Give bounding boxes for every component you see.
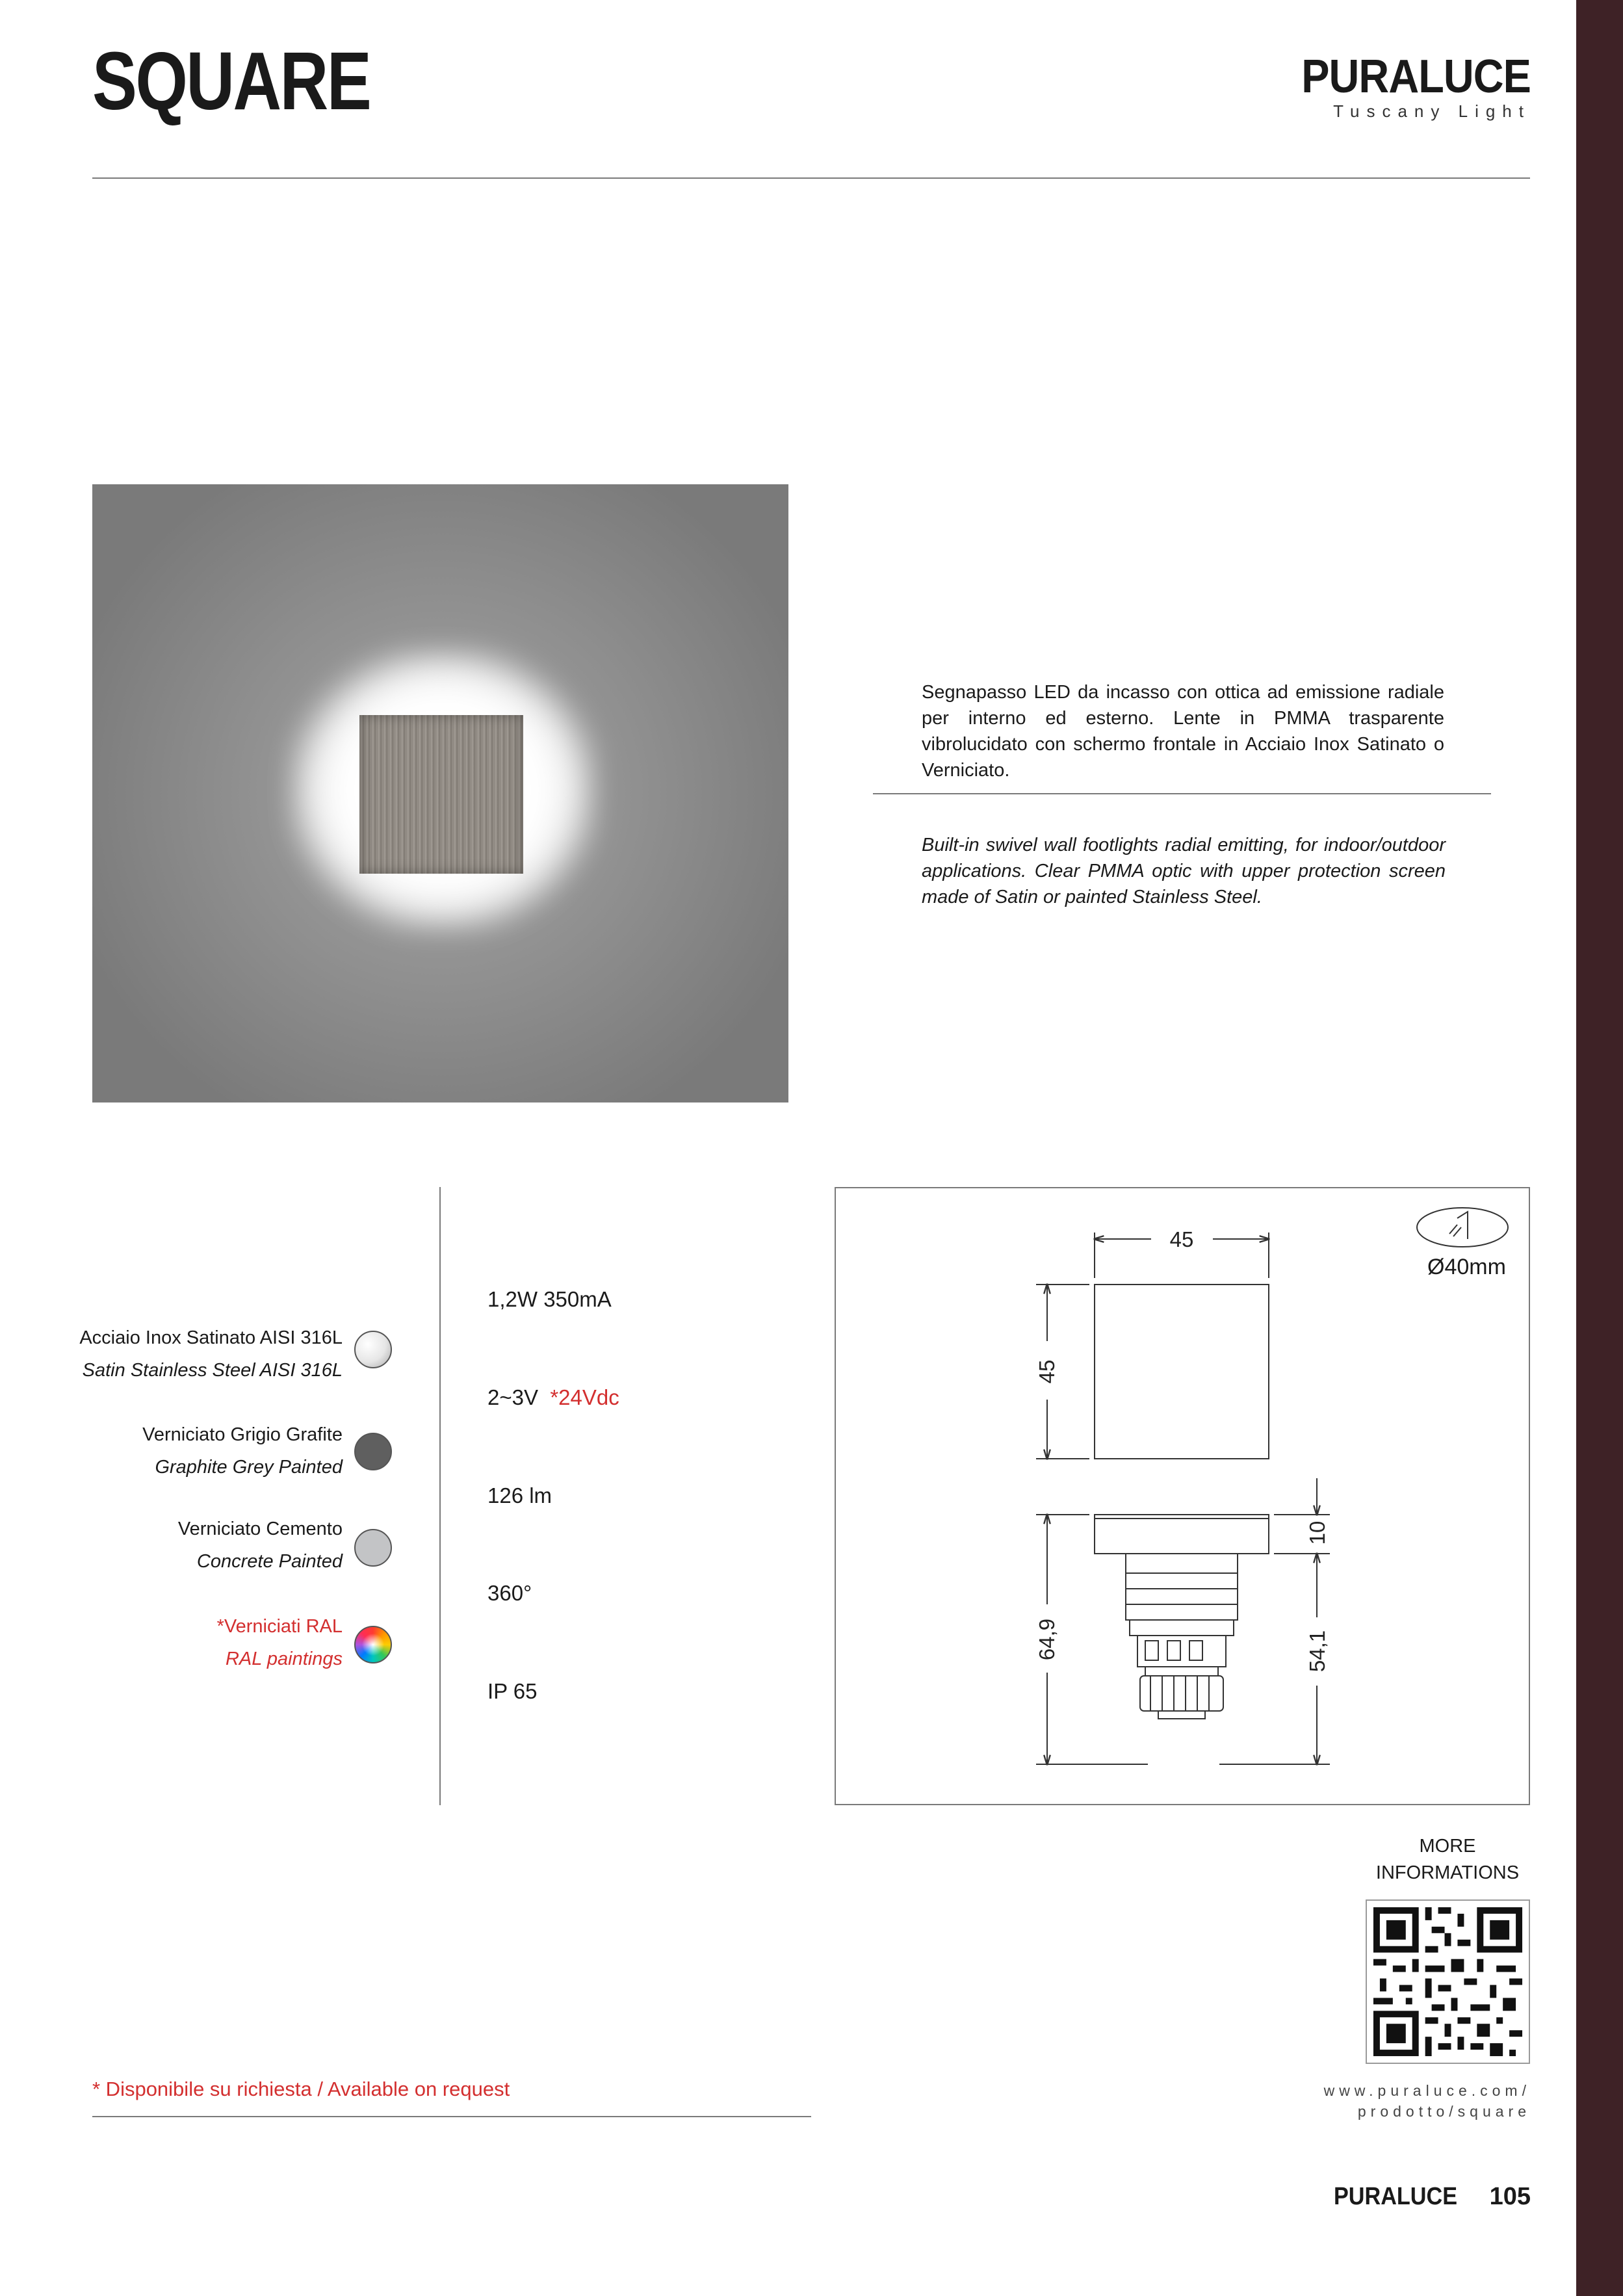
brand-name: PURALUCE (1301, 51, 1531, 103)
dim-height-front: 45 (1035, 1359, 1059, 1384)
description-english: Built-in swivel wall footlights radial emitting, for indoor/outdoor applications. Clear PMMA optic with upper protection screen made of Satin or painted Stainless Steel. (922, 835, 1446, 907)
description-italian: Segnapasso LED da incasso con ottica ad emissione radiale per interno ed esterno. Lente in PMMA trasparente vibrolucidato con schermo frontale in Acciaio Inox Satinato o Verniciato. (922, 682, 1444, 781)
page-title: SQUARE (92, 35, 370, 127)
qr-code[interactable] (1366, 1899, 1530, 2064)
dim-width-top: 45 (1169, 1227, 1194, 1251)
url-line-2: prodotto/square (1357, 2103, 1531, 2120)
finish-label-it: *Verniciati RAL (216, 1616, 343, 1637)
brand-tagline: Tuscany Light (1333, 101, 1531, 121)
description-divider (873, 793, 1491, 794)
footnote-divider (92, 2116, 811, 2117)
cutout-diameter: Ø40mm (1427, 1255, 1506, 1279)
spec-beam-angle: 360° (487, 1581, 532, 1605)
finish-label-en: RAL paintings (225, 1649, 343, 1669)
dim-head-height: 10 (1305, 1520, 1329, 1545)
spec-voltage (487, 1385, 619, 1410)
dim-total-height: 64,9 (1035, 1618, 1059, 1661)
cutout-symbol (1417, 1208, 1508, 1247)
spec-voltage-value: 2~3V (487, 1385, 538, 1409)
steel-plate (359, 715, 523, 874)
product-photo (92, 484, 788, 1102)
product-url[interactable] (1324, 2080, 1531, 2122)
finish-item-ral (217, 1610, 343, 1675)
url-line-1: www.puraluce.com/ (1323, 2082, 1531, 2099)
spec-power: 1,2W 350mA (487, 1287, 612, 1311)
finish-item-graphite (142, 1418, 343, 1483)
technical-drawing-svg (836, 1188, 1531, 1807)
column-divider (439, 1187, 441, 1805)
more-info-label: MORE INFORMATIONS (1375, 1836, 1520, 1883)
swatch-satin-steel (354, 1331, 392, 1368)
availability-footnote: * Disponibile su richiesta / Available on request (92, 2078, 510, 2100)
spec-flux: 126 lm (487, 1483, 552, 1507)
finish-label-en: Satin Stainless Steel AISI 316L (82, 1360, 343, 1381)
brand-logo (1276, 53, 1531, 122)
swatch-graphite (354, 1433, 392, 1470)
qr-code-pattern (1367, 1901, 1529, 2063)
dim-body-height: 54,1 (1305, 1630, 1329, 1673)
finish-item-satin-steel (79, 1322, 343, 1387)
spec-ip-rating: IP 65 (487, 1679, 538, 1703)
side-view-head (1095, 1515, 1269, 1554)
spec-voltage-option: *24Vdc (550, 1385, 619, 1409)
side-color-band (1576, 0, 1623, 2296)
finish-label-en: Concrete Painted (196, 1551, 343, 1572)
finish-label-it: Acciaio Inox Satinato AISI 316L (79, 1327, 343, 1348)
swatch-concrete (354, 1529, 392, 1567)
technical-drawing (835, 1187, 1530, 1805)
swatch-ral-multicolor (354, 1626, 392, 1663)
finish-label-en: Graphite Grey Painted (155, 1457, 343, 1478)
finish-label-it: Verniciato Cemento (177, 1519, 343, 1539)
page-number: 105 (1489, 2183, 1531, 2210)
finish-label-it: Verniciato Grigio Grafite (142, 1424, 343, 1445)
finish-item-concrete (178, 1513, 343, 1578)
footer-brand: PURALUCE (1334, 2183, 1458, 2210)
header-divider (92, 177, 1530, 179)
top-view-square (1095, 1285, 1269, 1459)
